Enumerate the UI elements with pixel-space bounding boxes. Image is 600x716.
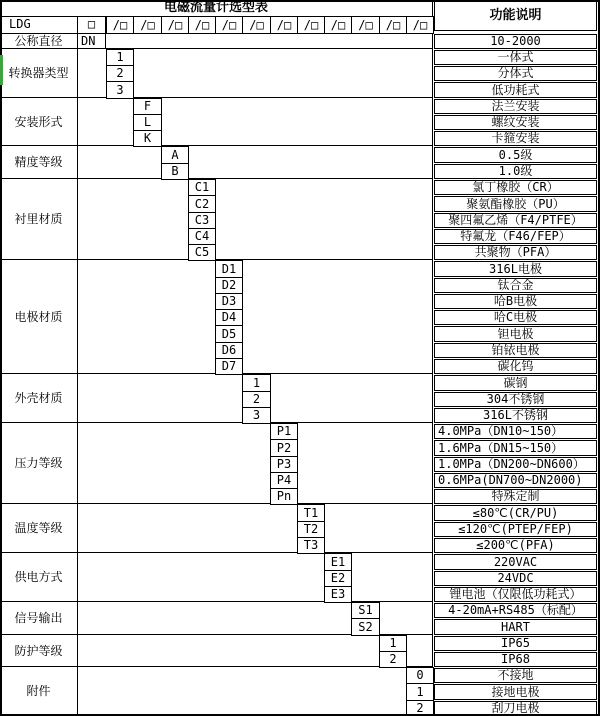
model-segment-box: /□ bbox=[406, 16, 434, 34]
option-code-cell: D4 bbox=[215, 309, 243, 326]
function-desc-cell: 哈B电极 bbox=[434, 294, 597, 309]
model-first-box: □ bbox=[78, 16, 106, 33]
function-desc-cell: 220VAC bbox=[434, 554, 597, 570]
function-desc-cell: 铂铱电极 bbox=[434, 343, 597, 358]
model-prefix: LDG bbox=[0, 16, 78, 33]
option-code-cell: K bbox=[133, 130, 162, 147]
option-code-cell: D5 bbox=[215, 325, 243, 343]
category-label: 转换器类型 bbox=[0, 49, 78, 98]
function-desc-cell: 一体式 bbox=[434, 50, 597, 65]
option-code-cell: T2 bbox=[297, 521, 325, 538]
function-desc-cell: 碳化钨 bbox=[434, 359, 597, 374]
option-code-cell: 1 bbox=[406, 683, 434, 701]
function-desc-cell: 哈C电极 bbox=[434, 310, 597, 325]
option-code-cell: 0 bbox=[406, 667, 434, 684]
function-desc-cell: 1.6MPa（DN15~150） bbox=[434, 440, 597, 456]
function-desc-cell: 4-20mA+RS485（标配） bbox=[434, 603, 597, 618]
function-desc-cell: 分体式 bbox=[434, 66, 597, 81]
option-code-cell: 1 bbox=[379, 635, 407, 652]
option-code-cell: P4 bbox=[270, 472, 298, 489]
option-code-cell: C5 bbox=[188, 244, 216, 261]
option-code-cell: 2 bbox=[106, 65, 134, 82]
category-label: 精度等级 bbox=[0, 146, 78, 179]
function-desc-cell: 特殊定制 bbox=[434, 489, 597, 504]
function-desc-cell: ≤200℃(PFA) bbox=[434, 538, 597, 553]
option-code-cell: D7 bbox=[215, 358, 243, 375]
option-code-cell: A bbox=[161, 146, 189, 164]
option-code-cell: P2 bbox=[270, 439, 298, 457]
category-label: 外壳材质 bbox=[0, 374, 78, 423]
function-desc-cell: 法兰安装 bbox=[434, 99, 597, 114]
option-code-cell: 2 bbox=[379, 651, 407, 668]
category-label: 附件 bbox=[0, 667, 78, 716]
category-label: 温度等级 bbox=[0, 504, 78, 553]
option-code-cell: T1 bbox=[297, 504, 325, 522]
category-label: 信号输出 bbox=[0, 602, 78, 635]
function-desc-cell: 聚氨酯橡胶（PU） bbox=[434, 196, 597, 212]
option-code-cell: D3 bbox=[215, 293, 243, 310]
option-code-cell: S2 bbox=[351, 618, 380, 636]
option-code-cell: 2 bbox=[406, 700, 434, 716]
function-desc-cell: IP68 bbox=[434, 652, 597, 667]
model-segment-box: /□ bbox=[270, 16, 298, 34]
category-label: 衬里材质 bbox=[0, 179, 78, 260]
option-code-cell: DN bbox=[78, 33, 106, 49]
function-desc-cell: 特氟龙（F46/FEP） bbox=[434, 229, 597, 244]
model-segment-box: /□ bbox=[297, 16, 325, 34]
table-title: 电磁流量计选型表 bbox=[0, 0, 433, 17]
model-segment-box: /□ bbox=[379, 16, 407, 34]
function-desc-cell: 316L不锈钢 bbox=[434, 408, 597, 423]
function-desc-cell: 304不锈钢 bbox=[434, 392, 597, 407]
function-desc-cell: 316L电极 bbox=[434, 261, 597, 277]
function-desc-cell: 碳钢 bbox=[434, 375, 597, 391]
function-desc-cell: IP65 bbox=[434, 636, 597, 651]
function-desc-cell: 卡箍安装 bbox=[434, 131, 597, 146]
option-code-cell: C1 bbox=[188, 179, 216, 196]
function-desc-cell: 低功耗式 bbox=[434, 82, 597, 98]
option-code-cell: P3 bbox=[270, 456, 298, 473]
function-desc-cell: 0.6MPa(DN700~DN2000) bbox=[434, 473, 597, 488]
option-code-cell: E2 bbox=[324, 570, 352, 587]
function-desc-cell: 4.0MPa（DN10~150） bbox=[434, 424, 597, 439]
model-segment-box: /□ bbox=[133, 16, 162, 34]
right-header: 功能说明 bbox=[434, 1, 597, 31]
category-label: 公称直径 bbox=[0, 33, 78, 49]
function-desc-cell: 不接地 bbox=[434, 668, 597, 683]
option-code-cell: 1 bbox=[106, 49, 134, 66]
category-label: 压力等级 bbox=[0, 423, 78, 504]
model-segment-box: /□ bbox=[324, 16, 352, 34]
model-segment-box: /□ bbox=[242, 16, 271, 34]
option-code-cell: E3 bbox=[324, 586, 352, 603]
function-desc-cell: 聚四氟乙烯（F4/PTFE） bbox=[434, 213, 597, 228]
model-segment-box: /□ bbox=[106, 16, 134, 34]
function-desc-cell: ≤120℃(PTEP/FEP) bbox=[434, 522, 597, 537]
function-desc-cell: 刮刀电极 bbox=[434, 701, 597, 716]
function-desc-cell: 钛合金 bbox=[434, 278, 597, 293]
function-desc-cell: 螺纹安装 bbox=[434, 115, 597, 130]
model-segment-box: /□ bbox=[161, 16, 189, 34]
option-code-cell: S1 bbox=[351, 602, 380, 619]
function-desc-cell: HART bbox=[434, 619, 597, 635]
option-code-cell: D6 bbox=[215, 342, 243, 359]
option-code-cell: F bbox=[133, 98, 162, 115]
function-desc-cell: 氯丁橡胶（CR） bbox=[434, 180, 597, 195]
option-code-cell: 1 bbox=[242, 374, 271, 392]
option-code-cell: E1 bbox=[324, 553, 352, 571]
category-label: 供电方式 bbox=[0, 553, 78, 602]
option-code-cell: D2 bbox=[215, 277, 243, 294]
option-code-cell: C2 bbox=[188, 195, 216, 213]
function-desc-cell: 10-2000 bbox=[434, 34, 597, 49]
option-code-cell: D1 bbox=[215, 260, 243, 278]
category-label: 防护等级 bbox=[0, 635, 78, 667]
category-label: 电极材质 bbox=[0, 260, 78, 374]
function-desc-cell: 接地电极 bbox=[434, 684, 597, 700]
function-desc-cell: 锂电池（仅限低功耗式） bbox=[434, 587, 597, 602]
option-code-cell: C3 bbox=[188, 212, 216, 229]
function-desc-cell: 1.0MPa（DN200~DN600） bbox=[434, 457, 597, 472]
option-code-cell: T3 bbox=[297, 537, 325, 554]
model-segment-box: /□ bbox=[188, 16, 216, 34]
model-segment-box: /□ bbox=[351, 16, 380, 34]
function-desc-cell: 共聚物（PFA） bbox=[434, 245, 597, 260]
option-code-cell: 3 bbox=[106, 81, 134, 99]
function-desc-cell: 0.5级 bbox=[434, 147, 597, 163]
function-desc-cell: ≤80℃(CR/PU) bbox=[434, 505, 597, 521]
function-desc-cell: 24VDC bbox=[434, 571, 597, 586]
function-desc-cell: 1.0级 bbox=[434, 164, 597, 179]
option-code-cell: L bbox=[133, 114, 162, 131]
model-segment-box: /□ bbox=[215, 16, 243, 34]
option-code-cell: P1 bbox=[270, 423, 298, 440]
function-desc-cell: 钽电极 bbox=[434, 326, 597, 342]
option-code-cell: B bbox=[161, 163, 189, 180]
option-code-cell: 3 bbox=[242, 407, 271, 424]
option-code-cell: C4 bbox=[188, 228, 216, 245]
option-code-cell: 2 bbox=[242, 391, 271, 408]
scan-artifact-green bbox=[0, 55, 3, 85]
option-code-cell: Pn bbox=[270, 488, 298, 505]
category-label: 安装形式 bbox=[0, 98, 78, 146]
